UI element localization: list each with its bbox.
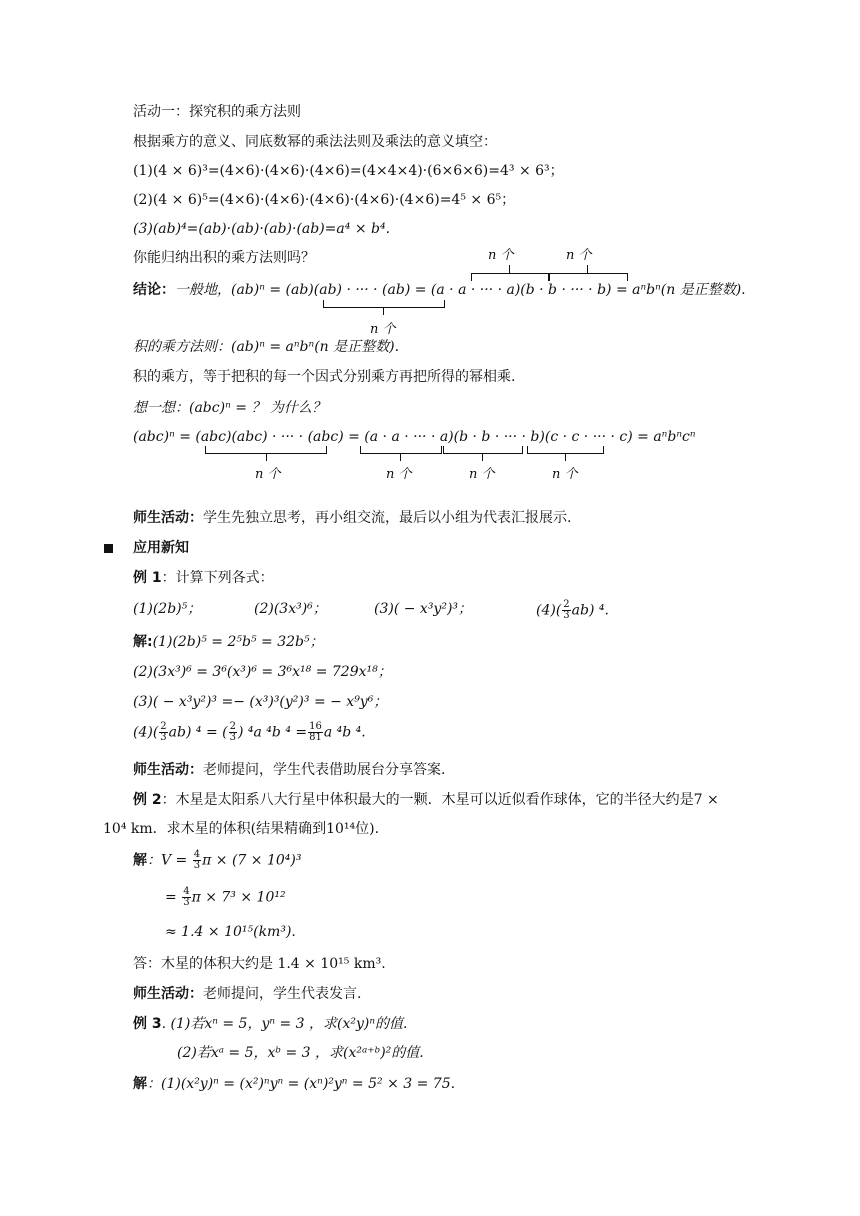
solution-part-b: π × 7³ × 10¹² [191, 889, 286, 906]
brace-stem [509, 265, 510, 273]
example-2-prompt-cont [103, 820, 379, 838]
think-expression: (abc)ⁿ = (abc)(abc) · ··· · (abc) = (a · a · ··· · a)(b · b · ··· · b)(c · c · ··· · c) = aⁿbⁿcⁿ [133, 429, 696, 445]
ts-text: 老师提问，学生代表借助展台分享答案. [203, 762, 446, 778]
s4-part-b: ab) ⁴ = ( [168, 724, 228, 741]
example-2-text-cont: km．求木星的体积(结果精确到10¹⁴位). [126, 821, 380, 837]
brace-label-top-b: n 个 [566, 248, 592, 263]
s4-part-d: a ⁴b ⁴. [323, 724, 366, 741]
fraction [159, 722, 167, 743]
ts-label: 师生活动： [133, 510, 203, 526]
brace-label-top-a: n 个 [488, 248, 514, 263]
brace-stem [400, 453, 401, 461]
example-3-expansion: (3)(ab)⁴=(ab)·(ab)·(ab)·(ab)=a⁴ × b⁴. [133, 221, 391, 237]
fraction-denominator: 3 [563, 610, 570, 621]
example-1-label: 例 1 [133, 570, 162, 586]
brace-top-a [471, 273, 549, 281]
brace-stem [266, 453, 267, 461]
example-2-solution-3: ≈ 1.4 × 10¹⁵(km³). [165, 924, 296, 940]
fraction-denominator: 3 [160, 732, 167, 743]
brace-label-abc: n 个 [255, 467, 281, 482]
fraction [182, 887, 190, 908]
example-2-solution-2 [165, 887, 286, 908]
example-1-expansion: (1)(4 × 6)³=(4×6)·(4×6)·(4×6)=(4×4×4)·(6×6×6)=4³ × 6³； [133, 163, 564, 179]
example-1-text: ：计算下列各式： [161, 570, 274, 586]
solution-label: 解 [133, 852, 147, 869]
example-1-question-1: (1)(2b)⁵； [133, 601, 202, 617]
example-3-question-1 [133, 1015, 408, 1033]
solution-text: (1)(2b)⁵ = 2⁵b⁵ = 32b⁵； [152, 634, 324, 650]
example-3-question-2: (2)若xᵃ = 5，xᵇ = 3 ，求(x²ᵃ⁺ᵇ)²的值. [177, 1045, 424, 1061]
example-1-prompt [133, 569, 274, 587]
teacher-student-activity-1 [133, 509, 571, 527]
ts-text: 老师提问，学生代表发言. [203, 986, 362, 1002]
example-1-solution-3: (3)( − x³y²)³ =− (x³)³(y²)³ = − x⁹y⁶； [133, 694, 388, 710]
brace-label-a: n 个 [386, 467, 412, 482]
example-1-solution-1 [133, 633, 324, 651]
solution-text: ：(1)(x²y)ⁿ = (x²)ⁿyⁿ = (xⁿ)²yⁿ = 5² × 3 = 75. [147, 1076, 456, 1092]
ts-text: 学生先独立思考，再小组交流，最后以小组为代表汇报展示. [203, 510, 572, 526]
example-3-label: 例 3 [133, 1016, 162, 1032]
fraction [562, 600, 570, 621]
example-2-expansion: (2)(4 × 6)⁵=(4×6)·(4×6)·(4×6)·(4×6)·(4×6)=4⁵ × 6⁵； [133, 192, 516, 208]
brace-label-c: n 个 [552, 467, 578, 482]
example-2-label: 例 2 [133, 792, 162, 808]
fraction-denominator: 3 [229, 732, 236, 743]
think-question: 想一想：(abc)ⁿ = ？ 为什么？ [133, 400, 326, 416]
fraction-denominator: 3 [183, 897, 190, 908]
brace-stem [482, 453, 483, 461]
solution-label: 解 [133, 1076, 147, 1092]
fraction-numerator: 2 [563, 599, 570, 610]
example-3-solution [133, 1075, 455, 1093]
solution-part-a: = [165, 889, 182, 906]
example-1-solution-4 [133, 722, 366, 743]
fraction-numerator: 4 [193, 849, 201, 860]
conclusion-label: 结论： [133, 282, 175, 298]
ts-label: 师生活动： [133, 762, 203, 778]
teacher-student-activity-2 [133, 761, 445, 779]
brace-label-bottom-ab: n 个 [370, 322, 396, 337]
fraction [193, 850, 201, 871]
brace-stem [565, 453, 566, 461]
brace-stem [587, 265, 588, 273]
teacher-student-activity-3 [133, 985, 361, 1003]
brace-bottom-ab [323, 300, 445, 308]
example-1-question-4 [536, 600, 609, 621]
brace-stem [383, 307, 384, 315]
s4-part-a: (4)( [133, 724, 159, 741]
rule-description: 积的乘方，等于把积的每一个因式分别乘方再把所得的幂相乘. [133, 369, 516, 385]
example-2-prompt [133, 791, 719, 809]
fraction-numerator: 2 [229, 721, 236, 732]
conclusion [133, 281, 746, 299]
q4-part-b: ab) ⁴. [571, 602, 609, 619]
activity-title: 活动一：探究积的乘方法则 [133, 104, 301, 120]
section-title: 应用新知 [133, 540, 189, 556]
fraction-denominator: 81 [309, 732, 322, 743]
example-2-text: ：木星是太阳系八大行星中体积最大的一颗．木星可以近似看作球体，它的半径大约是7 × [161, 792, 719, 808]
fraction-numerator: 16 [309, 721, 322, 732]
example-1-question-2: (2)(3x³)⁶； [254, 601, 327, 617]
solution-part-a: ：V = [147, 852, 192, 869]
conclusion-text: 一般地，(ab)ⁿ = (ab)(ab) · ··· · (ab) = (a · a · ··· · a)(b · b · ··· · b) = aⁿbⁿ(n 是正整数). [175, 282, 746, 298]
question: 你能归纳出积的乘方法则吗？ [133, 250, 315, 266]
fraction-numerator: 4 [183, 886, 190, 897]
brace-top-b [549, 273, 628, 281]
fraction [229, 722, 237, 743]
example-1-solution-2: (2)(3x³)⁶ = 3⁶(x³)⁶ = 3⁶x¹⁸ = 729x¹⁸； [133, 664, 392, 680]
brace-bottom-a [360, 446, 442, 454]
example-2-radius: 10⁴ [103, 821, 127, 837]
solution-label: 解: [133, 634, 153, 650]
example-1-question-3: (3)( − x³y²)³； [374, 601, 473, 617]
example-2-answer: 答：木星的体积大约是 1.4 × 10¹⁵ km³. [133, 956, 386, 972]
brace-label-b: n 个 [469, 467, 495, 482]
instruction: 根据乘方的意义、同底数幂的乘法法则及乘法的意义填空： [133, 134, 497, 150]
solution-part-b: π × (7 × 10⁴)³ [202, 852, 302, 869]
fraction-numerator: 2 [160, 721, 167, 732]
q4-part-a: (4)( [536, 602, 562, 619]
section-bullet-icon [104, 544, 113, 553]
example-3-text: . (1)若xⁿ = 5，yⁿ = 3 ，求(x²y)ⁿ的值. [161, 1016, 408, 1032]
brace-bottom-b [443, 446, 523, 454]
s4-part-c: ) ⁴a ⁴b ⁴ = [237, 724, 308, 741]
example-2-solution-1 [133, 850, 301, 871]
product-power-rule: 积的乘方法则：(ab)ⁿ = aⁿbⁿ(n 是正整数). [133, 339, 400, 355]
fraction [308, 722, 323, 743]
fraction-denominator: 3 [193, 860, 201, 871]
ts-label: 师生活动： [133, 986, 203, 1002]
